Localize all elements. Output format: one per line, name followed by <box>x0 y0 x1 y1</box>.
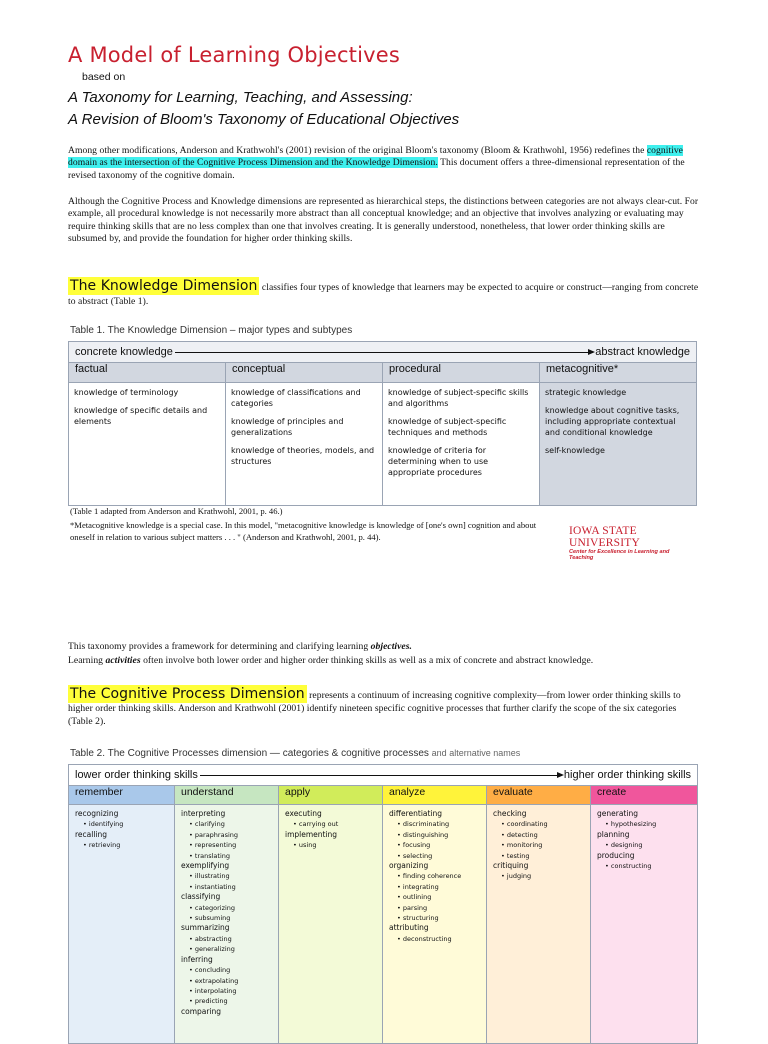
cognitive-process: organizing <box>389 861 429 871</box>
table2-caption-small: and alternative names <box>431 748 521 758</box>
alternative-name: • translating <box>181 851 272 861</box>
header-analyze: analyze <box>383 786 487 805</box>
cell-apply <box>279 805 383 1044</box>
cognitive-text: represents a continuum of increasing cognitive complexity—from lower order thinking skills to higher order thinking skills. Anderson and Krathwohl (2001) identify nineteen specific cognitive processes that further clarify the scope of the six categories (Table 2). <box>68 690 681 727</box>
header-evaluate: evaluate <box>487 786 591 805</box>
alternative-name: • structuring <box>389 913 480 923</box>
header-understand: understand <box>175 786 279 805</box>
cognitive-process: producing <box>597 850 635 860</box>
subtype: knowledge of subject-specific skills and algorithms <box>388 388 529 408</box>
alternative-name: • testing <box>493 851 584 861</box>
alternative-name: • representing <box>181 840 272 850</box>
cognitive-process: generating <box>597 809 638 818</box>
cell-create <box>591 805 698 1044</box>
cognitive-process: recalling <box>75 829 108 839</box>
alternative-name: • constructing <box>597 861 691 871</box>
intro-paragraph <box>68 145 700 182</box>
subtype: knowledge of specific details and elements <box>74 406 208 426</box>
alternative-name: • concluding <box>181 965 272 975</box>
cell-remember <box>69 805 175 1044</box>
subtitle-line-2: A Revision of Bloom's Taxonomy of Educational Objectives <box>68 111 460 128</box>
cognitive-heading: The Cognitive Process Dimension <box>70 686 305 702</box>
header-factual: factual <box>69 363 226 383</box>
cell-analyze <box>383 805 487 1044</box>
alternative-name: • generalizing <box>181 944 272 954</box>
table2-caption <box>70 748 520 759</box>
direction-arrow-icon <box>175 352 593 353</box>
table2-caption-text: Table 2. The Cognitive Processes dimension — categories & cognitive processes <box>70 748 429 759</box>
subtitle-line-1: A Taxonomy for Learning, Teaching, and Assessing: <box>68 89 413 106</box>
framework-text: This taxonomy provides a framework for determining and clarifying learning <box>68 641 371 652</box>
alternative-name: • interpolating <box>181 986 272 996</box>
header-metacognitive: metacognitive* <box>540 363 697 383</box>
objectives-emphasis: objectives. <box>370 641 412 652</box>
alternative-name: • subsuming <box>181 913 272 923</box>
cognitive-table <box>68 764 698 1044</box>
alternative-name: • clarifying <box>181 819 272 829</box>
based-on-label: based on <box>82 71 126 83</box>
alternative-name: • detecting <box>493 830 584 840</box>
cognitive-process: comparing <box>181 1006 222 1016</box>
subtype: knowledge of classifications and categories <box>231 388 361 408</box>
alternative-name: • outlining <box>389 892 480 902</box>
cell-evaluate <box>487 805 591 1044</box>
alternative-name: • designing <box>597 840 691 850</box>
subtype: knowledge of theories, models, and structures <box>231 446 375 466</box>
knowledge-direction-row <box>69 342 697 363</box>
intro-highlight: cognitive domain as the intersection of the Cognitive Process Dimension and the Knowledge Dimension. <box>68 145 683 169</box>
subtype: knowledge of principles and generalizations <box>231 417 344 437</box>
activities-text-start: Learning <box>68 655 106 666</box>
concrete-label: concrete knowledge <box>75 346 173 358</box>
cell-conceptual <box>226 383 383 506</box>
alternative-name: • using <box>285 840 376 850</box>
header-create: create <box>591 786 698 805</box>
subtype: knowledge of subject-specific techniques and methods <box>388 417 507 437</box>
alternative-name: • selecting <box>389 851 480 861</box>
intro-text-start: Among other modifications, Anderson and Krathwohl's (2001) revision of the original Bloom's taxonomy (Bloom & Krathwohl, 1956) redefines the <box>68 145 647 156</box>
intro-text-end: This document offers a three-dimensional representation of the revised taxonomy of the cognitive domain. <box>68 157 685 181</box>
cognitive-process: exemplifying <box>181 861 230 871</box>
cognitive-process: attributing <box>389 923 429 933</box>
alternative-name: • extrapolating <box>181 976 272 986</box>
alternative-name: • illustrating <box>181 871 272 881</box>
subtype: knowledge about cognitive tasks, including appropriate contextual and conditional knowledge <box>545 406 680 437</box>
cognitive-process: implementing <box>285 829 338 839</box>
framework-paragraph <box>68 640 700 668</box>
cognitive-direction-row <box>69 765 698 786</box>
subtype: knowledge of criteria for determining when to use appropriate procedures <box>388 446 489 477</box>
knowledge-table <box>68 341 697 506</box>
cognitive-process: summarizing <box>181 923 230 933</box>
table1-caption: Table 1. The Knowledge Dimension – major types and subtypes <box>70 325 353 336</box>
subtype: strategic knowledge <box>545 388 627 397</box>
alternative-name: • coordinating <box>493 819 584 829</box>
cognitive-process: interpreting <box>181 809 226 818</box>
knowledge-text: classifies four types of knowledge that learners may be expected to acquire or construct—ranging from concrete to abstract (Table 1). <box>68 282 699 307</box>
isu-logo <box>569 525 689 561</box>
alternative-name: • deconstructing <box>389 934 480 944</box>
activities-emphasis: activities <box>105 655 141 666</box>
abstract-label: abstract knowledge <box>595 346 690 358</box>
subtype: self-knowledge <box>545 446 605 455</box>
cell-metacognitive <box>540 383 697 506</box>
header-remember: remember <box>69 786 175 805</box>
direction-arrow-icon <box>200 775 562 776</box>
cognitive-process: inferring <box>181 954 213 964</box>
activities-text-end: often involve both lower order and higher order thinking skills as well as a mix of concrete and abstract knowledge. <box>140 655 594 666</box>
alternative-name: • judging <box>493 871 584 881</box>
page-title: A Model of Learning Objectives <box>68 43 401 67</box>
alternative-name: • instantiating <box>181 882 272 892</box>
cognitive-process: critiquing <box>493 861 529 871</box>
alternative-name: • identifying <box>75 819 168 829</box>
cognitive-process: differentiating <box>389 809 443 818</box>
cognitive-process: planning <box>597 829 630 839</box>
alternative-name: • retrieving <box>75 840 168 850</box>
alternative-name: • paraphrasing <box>181 830 272 840</box>
cell-factual <box>69 383 226 506</box>
alternative-name: • abstracting <box>181 934 272 944</box>
alternative-name: • parsing <box>389 903 480 913</box>
cognitive-process: checking <box>493 809 527 818</box>
alternative-name: • focusing <box>389 840 480 850</box>
subtype: knowledge of terminology <box>74 388 179 397</box>
alternative-name: • integrating <box>389 882 480 892</box>
metacognitive-footnote: *Metacognitive knowledge is a special case. In this model, "metacognitive knowledge is knowledge of [one's own] cognition and about oneself in relation to various subject matters . . . " (Anderson and Krathwohl, 2001, p. 44). <box>70 520 537 542</box>
alternative-name: • finding coherence <box>389 871 480 881</box>
cell-procedural <box>383 383 540 506</box>
isu-center: Center for Excellence in Learning and Teaching <box>569 549 670 561</box>
alternative-name: • predicting <box>181 996 272 1006</box>
clarification-paragraph: Although the Cognitive Process and Knowledge dimensions are represented as hierarchical steps, the distinctions between categories are not always clear-cut. For example, all procedural knowledge is not necessarily more abstract than all conceptual knowledge; and an objective that involves analyzing or evaluating may require thinking skills that are no less complex than one that involves creating. It is generally understood, nonetheless, that lower order thinking skills are subsumed by, and provide the foundation for higher order thinking skills. <box>68 196 699 245</box>
cognitive-process: classifying <box>181 892 221 902</box>
alternative-name: • carrying out <box>285 819 376 829</box>
cell-understand <box>175 805 279 1044</box>
knowledge-heading: The Knowledge Dimension <box>70 278 258 294</box>
header-apply: apply <box>279 786 383 805</box>
higher-order-label: higher order thinking skills <box>563 769 692 781</box>
header-procedural: procedural <box>383 363 540 383</box>
alternative-name: • categorizing <box>181 903 272 913</box>
table1-source-note: (Table 1 adapted from Anderson and Krathwohl, 2001, p. 46.) <box>70 506 283 516</box>
alternative-name: • distinguishing <box>389 830 480 840</box>
alternative-name: • hypothesizing <box>597 819 691 829</box>
alternative-name: • discriminating <box>389 819 480 829</box>
cognitive-process: executing <box>285 809 322 818</box>
header-conceptual: conceptual <box>226 363 383 383</box>
cognitive-process: recognizing <box>75 809 119 818</box>
isu-name: IOWA STATE UNIVERSITY <box>569 525 640 549</box>
lower-order-label: lower order thinking skills <box>75 769 198 781</box>
knowledge-intro <box>68 279 700 309</box>
alternative-name: • monitoring <box>493 840 584 850</box>
cognitive-intro <box>68 688 700 728</box>
